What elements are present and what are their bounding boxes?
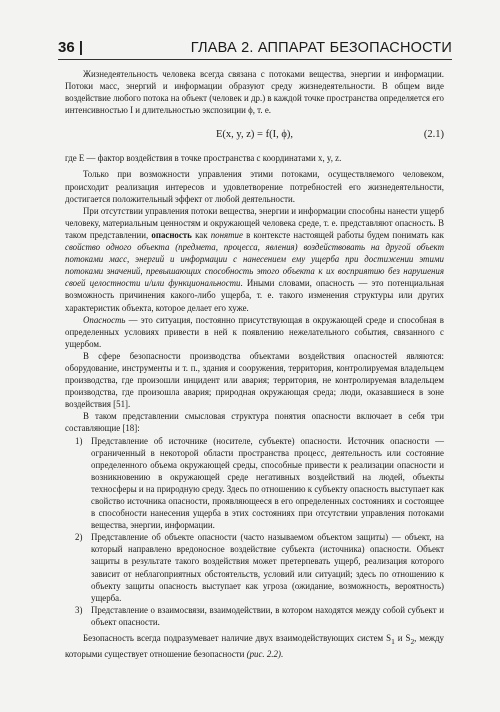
list-item: 3) Представление о взаимосвязи, взаимодействии, в котором находятся между собой субъект и объект опасности. [75,604,444,627]
paragraph: В таком представлении смысловая структура понятия опасности включает в себя три составляющие [18]: [65,411,444,434]
paragraph: В сфере безопасности производства объектами воздействия опасностей являются: оборудование, инструменты и т. п., здания и сооружения, территория, контролируемая владельцем производства, где произошли инцидент или авария; территория, не контролируемая владельцем производства, где произошла авария; природная окружающая среда; люди, оказавшиеся в зоне воздействия [51]. [65,350,444,410]
list-item: 2) Представление об объекте опасности (часто называемом объектом защиты) — объект, на который направлено вредоносное воздействие субъекта (источника) опасности. Объект защиты в результате такого воздействия может претерпевать ущерб, реализация которого зависит от неблагоприятных обстоятельств, условий или ситуаций; здесь по отношению к объекту защиты опасность выступает как угроза (ожидание, возможность, вероятность) ущерба. [75,532,444,603]
paragraph: Опасность — это ситуация, постоянно присутствующая в окружающей среде и способная в определенных условиях привести в ней к появлению нежелательного события, связанного с ущербом. [65,314,444,349]
term-bold: опасность [151,229,192,240]
figure-reference: (рис. 2.2) [246,648,281,659]
chapter-title: ГЛАВА 2. АППАРАТ БЕЗОПАСНОСТИ [190,40,452,56]
paragraph: Безопасность всегда подразумевает наличие двух взаимодействующих систем $S_1$ и $S_2$, между которыми существует отношение безопасности (рис. 2.2). [65,633,444,659]
body-text [65,68,444,660]
page-number: 36 | [58,39,84,56]
list-item: 1) Представление об источнике (носителе, субъекте) опасности. Источник опасности — ограниченный в некоторой области пространства процесс, деятельность или состояние определенного объема окружающей среды, способные привести к реализации опасности и возникновению в окружающей среде негативных воздействий на людей, объекты техносферы и на природную среду. Здесь по отношению к субъекту опасность выступает как свойство источника опасности, проявляющееся в его определенных состояниях и состоящее в способности нанесения ущерба в этих состояниях при отсутствии управления потоками вещества, энергии, информации. [75,435,444,531]
paragraph: Жизнедеятельность человека всегда связана с потоками вещества, энергии и информации. Потоки масс, энергий и информации образуют среду жизнедеятельности. В общем виде воздействие любого потока на объект (человек и др.) в каждой точке пространства определяется его интенсивностью I и длительностью экспозиции ϕ, т. е. [65,69,444,116]
definition-italic: свойство одного объекта (предмета, процесса, явления) воздействовать на другой объект потоками масс, энергий и информации с нанесением ему ущерба при достижении этими потоками значений, превышающих способность этого объекта к их восприятию без нарушения своей целостности и/или функциональности [65,242,444,289]
numbered-list [65,435,444,629]
formula-expression: E(x, y, z) = f(I, ϕ), [216,129,293,141]
formula-number: (2.1) [423,129,444,141]
page-header [58,33,452,60]
paragraph: где E — фактор воздействия в точке пространства с координатами x, y, z. [65,153,342,164]
paragraph-definition: При отсутствии управления потоки вещества, энергии и информации способны нанести ущерб человеку, материальным ценностям и окружающей человека среде, т. е. представляют опасность. В таком представлении, опасность как понятие в контексте настоящей работы будем понимать как свойство одного объекта (предмета, процесса, явления) воздействовать на другой объект потоками масс, энергий и информации с нанесением ему ущерба при достижении этими потоками значений, превышающих способность этого объекта к их восприятию без нарушения своей целостности и/или функциональности. Иными словами, опасность — это потенциальная возможность причинения какого-либо ущерба, т. е. такого изменения структуры или других характеристик объекта, которое делает его хуже. [65,205,444,313]
paragraph: Только при возможности управления этими потоками, осуществляемого человеком, происходит реализация интересов и удовлетворение потребностей его жизнедеятельности, достигается положительный эффект от любой деятельности. [65,169,444,204]
formula-block [65,120,444,150]
